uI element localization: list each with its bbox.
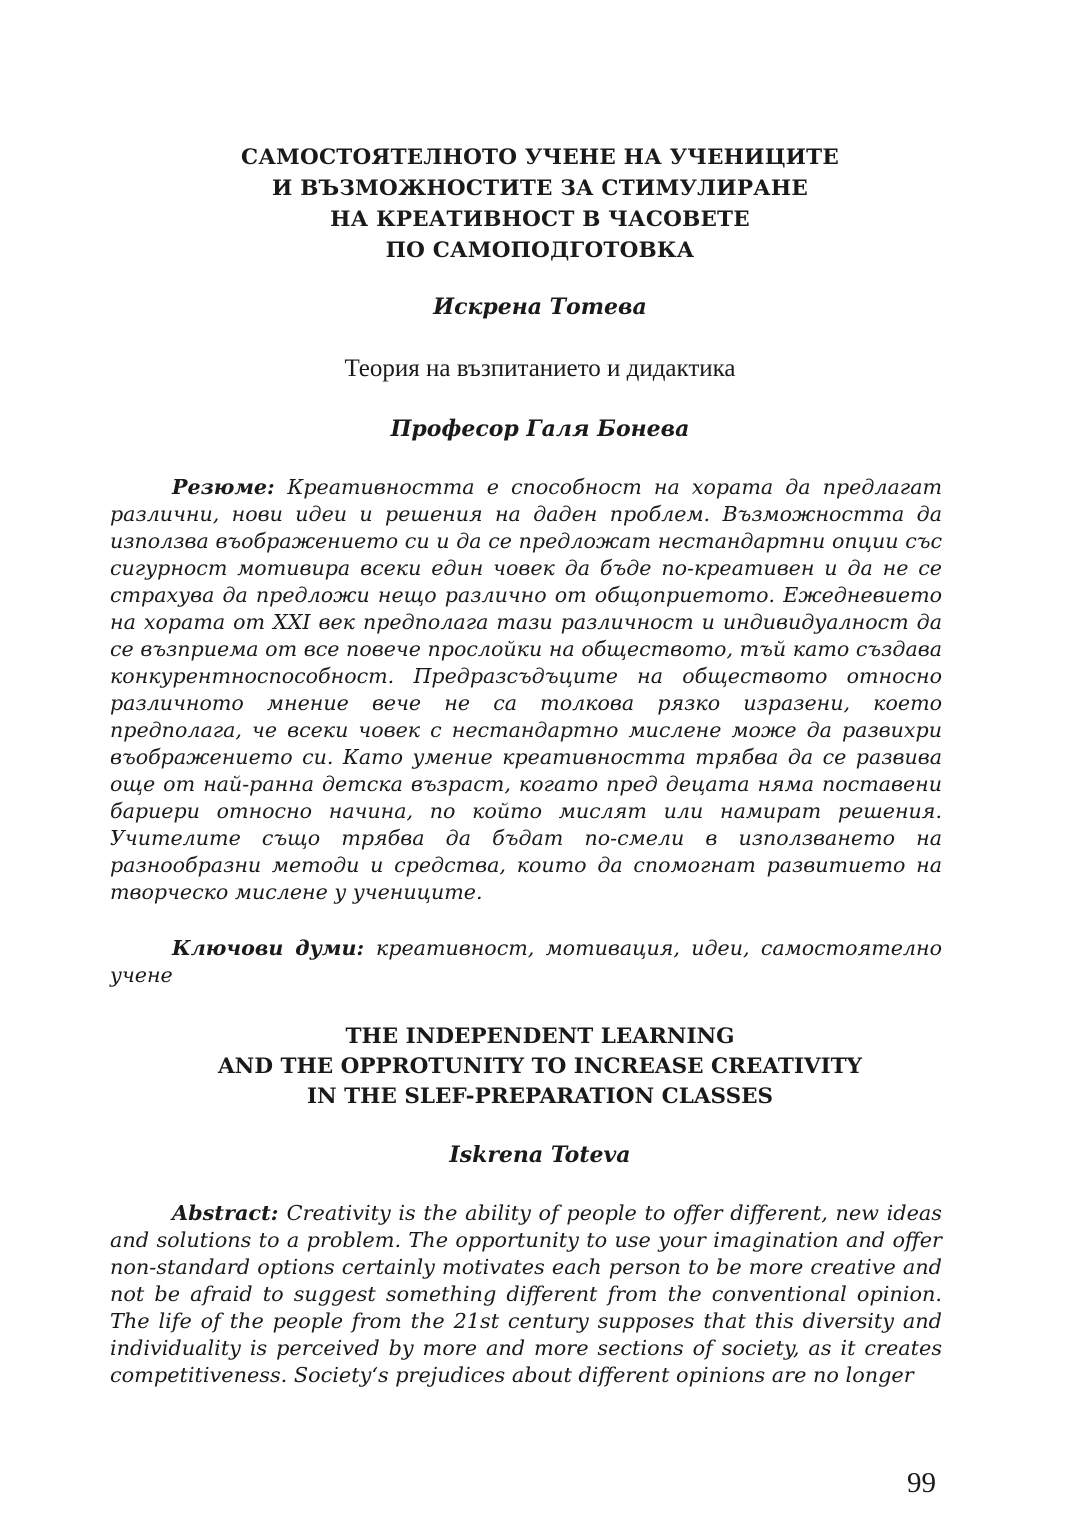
bulgarian-abstract-label: Резюме:: [172, 475, 288, 499]
english-abstract-text: Creativity is the ability of people to offer different, new ideas and solutions to a problem. The opportunity to use your imagination and offer non-standard options certainly motivates each person to be more creative and not be afraid to suggest something different from the conventional opinion. The life of the people from the 21st century supposes that this diversity and individuality is perceived by more and more sections of society, as it creates competitiveness. Society‘s prejudices about different opinions are no longer: [110, 1201, 942, 1387]
bulgarian-title: [150, 142, 930, 266]
bulgarian-title-line-1: САМОСТОЯТЕЛНОТО УЧЕНЕ НА УЧЕНИЦИТЕ: [241, 145, 839, 170]
bulgarian-title-line-3: НА КРЕАТИВНОСТ В ЧАСОВЕТЕ: [330, 207, 750, 232]
bulgarian-title-line-2: И ВЪЗМОЖНОСТИТЕ ЗА СТИМУЛИРАНЕ: [272, 176, 808, 201]
bulgarian-keywords: [110, 935, 942, 989]
bulgarian-abstract: [110, 474, 942, 906]
bulgarian-keywords-label: Ключови думи:: [172, 936, 377, 960]
english-abstract: [110, 1199, 942, 1389]
english-abstract-label: Abstract:: [172, 1200, 287, 1225]
bulgarian-title-line-4: ПО САМОПОДГОТОВКА: [385, 238, 695, 263]
field-of-study: Теория на възпитанието и дидактика: [344, 355, 736, 382]
bulgarian-keywords-text: креативност, мотивация, идеи, самостоятелно учене: [110, 936, 943, 987]
english-title-line-1: THE INDEPENDENT LEARNING: [345, 1024, 735, 1049]
page-number: 99: [907, 1467, 936, 1499]
supervisor: Професор Галя Бонева: [390, 416, 690, 442]
english-title-line-2: AND THE OPPROTUNITY TO INCREASE CREATIVITY: [218, 1054, 862, 1079]
bulgarian-author: Искрена Тотева: [433, 294, 647, 320]
english-author: Iskrena Toteva: [449, 1142, 631, 1168]
english-title: [150, 1022, 930, 1112]
english-title-line-3: IN THE SLEF-PREPARATION CLASSES: [306, 1084, 774, 1109]
bulgarian-abstract-text: Креативността е способност на хората да предлагат различни, нови идеи и решения на даден проблем. Възможността да използва въображението си и да се предложат нестандартни опции със сигурност мотивира всеки един човек да бъде по-креативен и да не се страхува да предложи нещо различно от общоприетото. Ежедневието на хората от XXI век предполага тази различност и индивидуалност да се възприема от все повече прослойки на обществото, тъй като създава конкурентноспособност. Предразсъдъците на обществото относно различното мнение вече не са толкова рязко изразени, което предполага, че всеки човек с нестандартно мислене може да развихри въображението си. Като умение креативността трябва да се развива още от най-ранна детска възраст, когато пред децата няма поставени бариери относно начина, по който мислят или намират решения. Учителите също трябва да бъдат по-смели в използването на разнообразни методи и средства, които да спомогнат развитието на творческо мислене у учениците.: [110, 475, 942, 904]
